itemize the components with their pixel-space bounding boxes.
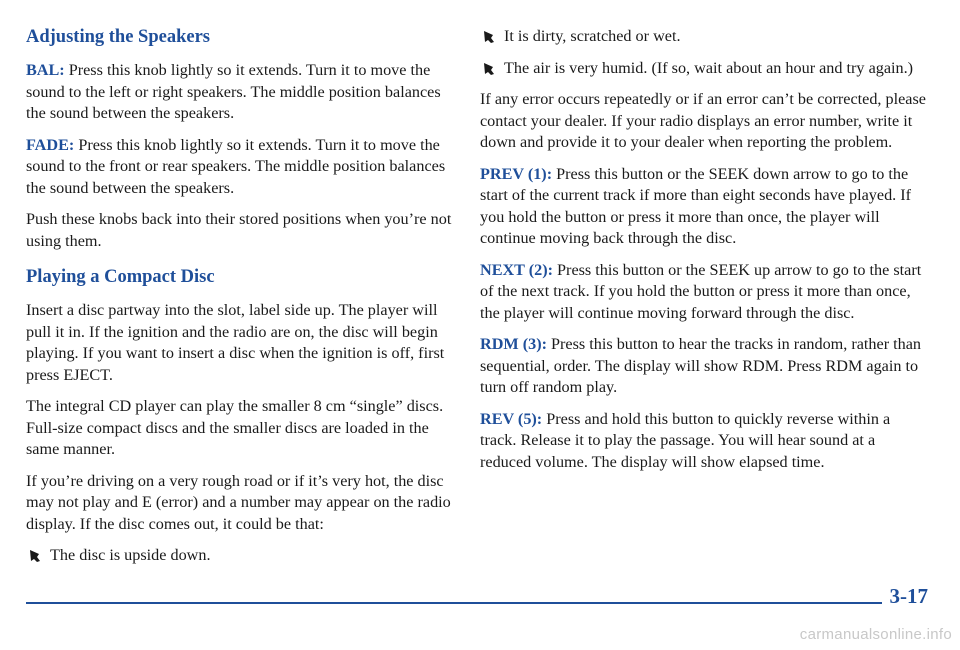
left-column: [26, 26, 456, 577]
paragraph-bal: [26, 60, 456, 125]
text-rdm: Press this button to hear the tracks in random, rather than sequential, order. The display will show RDM. Press RDM again to turn off random play.: [480, 335, 922, 396]
term-rdm: RDM (3):: [480, 335, 547, 353]
text-fade: Press this knob lightly so it extends. Turn it to move the sound to the front or rear speakers. The middle position balances the sound between the speakers.: [26, 135, 446, 197]
paragraph-error: If any error occurs repeatedly or if an error can’t be corrected, please contact your dealer. If your radio displays an error number, write it down and provide it to your dealer when reporting the problem.: [480, 90, 926, 151]
footer-rule: [26, 602, 914, 604]
paragraph-rev: [480, 409, 930, 474]
bullet-text: It is dirty, scratched or wet.: [504, 27, 681, 45]
watermark: carmanualsonline.info: [799, 626, 952, 643]
term-prev: PREV (1):: [480, 164, 553, 183]
bullet-text: The air is very humid. (If so, wait about an hour and try again.): [504, 58, 914, 77]
text-rev: Press and hold this button to quickly reverse within a track. Release it to play the passage. You will hear sound at a reduced volume. The display will show elapsed time.: [480, 409, 891, 471]
right-column: [480, 26, 930, 483]
section-heading-adjusting-speakers: Adjusting the Speakers: [26, 27, 210, 47]
text-next: Press this button or the SEEK up arrow to go to the start of the next track. If you hold the button or press it more than once, the player will continue moving forward through the disc.: [480, 260, 922, 322]
text-prev: Press this button or the SEEK down arrow to go to the start of the current track if more than eight seconds have played. If you hold the button or press it more than once, the player will continue moving back through the disc.: [480, 164, 912, 247]
bullet-hand-icon: [482, 62, 495, 76]
section-heading-playing-cd: Playing a Compact Disc: [26, 267, 215, 287]
bullet-item-dirty: [480, 26, 930, 48]
paragraph-prev: [480, 164, 930, 250]
term-fade: FADE:: [26, 135, 75, 154]
term-rev: REV (5):: [480, 409, 543, 428]
paragraph-rdm: [480, 334, 930, 399]
paragraph-fade: [26, 135, 456, 200]
paragraph-push-knobs: Push these knobs back into their stored positions when you’re not using them.: [26, 210, 452, 250]
bullet-hand-icon: [482, 30, 495, 44]
bullet-item-humid: [480, 58, 930, 80]
term-bal: BAL:: [26, 61, 65, 79]
term-next: NEXT (2):: [480, 260, 553, 279]
paragraph-next: [480, 260, 930, 325]
text-bal: Press this knob lightly so it extends. Turn it to move the sound to the left or right speakers. The middle position balances the sound between the speakers.: [26, 61, 441, 122]
page-number: 3-17: [882, 584, 929, 609]
bullet-text: The disc is upside down.: [50, 546, 211, 564]
paragraph-insert-disc: Insert a disc partway into the slot, label side up. The player will pull it in. If the ignition and the radio are on, the disc will begin playing. If you want to insert a disc when the ignition is off, first press EJECT.: [26, 301, 445, 384]
bullet-hand-icon: [28, 549, 41, 563]
bullet-item-upside-down: [26, 545, 456, 567]
paragraph-rough-road: If you’re driving on a very rough road or if it’s very hot, the disc may not play and E (error) and a number may appear on the radio display. If the disc comes out, it could be that:: [26, 471, 451, 533]
paragraph-integral-player: The integral CD player can play the smaller 8 cm “single” discs. Full-size compact discs and the smaller discs are loaded in the same manner.: [26, 397, 444, 458]
